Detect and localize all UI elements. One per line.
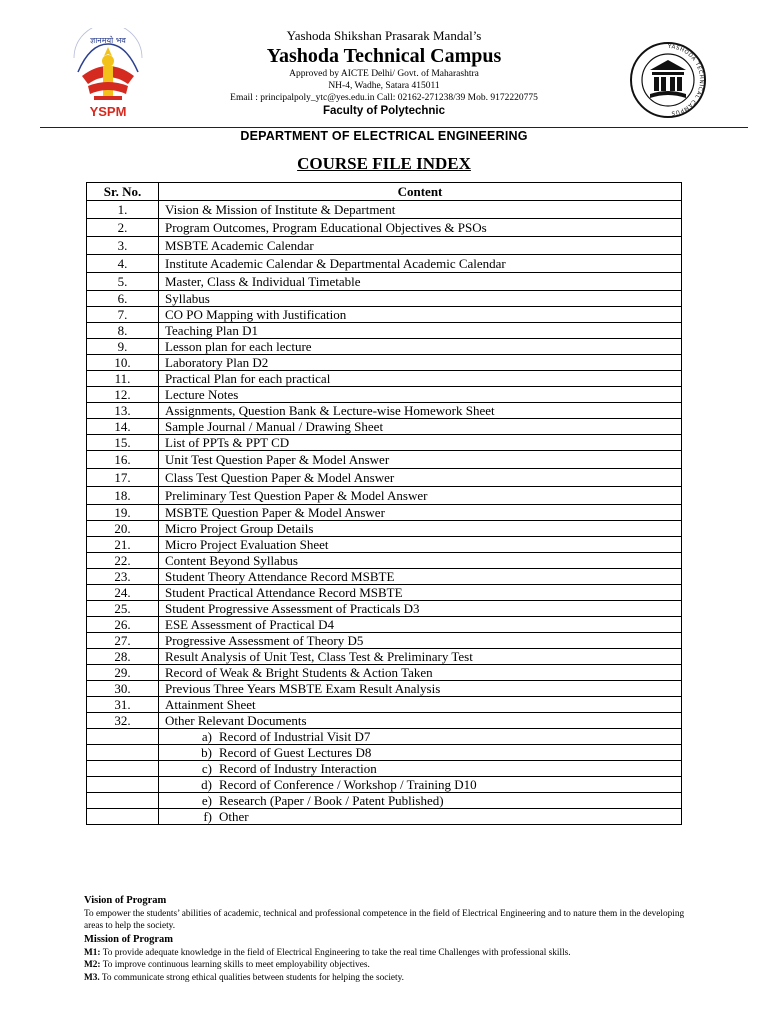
sub-content-cell bbox=[159, 729, 682, 745]
sub-item-text: Record of Industrial Visit D7 bbox=[219, 728, 371, 744]
yspm-logo-icon bbox=[68, 28, 148, 124]
sr-no-cell: 30. bbox=[87, 681, 159, 697]
content-cell: Syllabus bbox=[159, 291, 682, 307]
table-row bbox=[87, 697, 682, 713]
content-cell: List of PPTs & PPT CD bbox=[159, 435, 682, 451]
header-divider bbox=[40, 127, 748, 128]
sr-no-cell: 4. bbox=[87, 255, 159, 273]
table-row bbox=[87, 553, 682, 569]
sr-no-cell bbox=[87, 793, 159, 809]
table-row bbox=[87, 713, 682, 729]
table-row bbox=[87, 487, 682, 505]
sub-content-cell bbox=[159, 809, 682, 825]
table-row bbox=[87, 681, 682, 697]
sr-no-cell: 23. bbox=[87, 569, 159, 585]
mission-label: M3. bbox=[84, 972, 100, 983]
table-row bbox=[87, 585, 682, 601]
department-title: DEPARTMENT OF ELECTRICAL ENGINEERING bbox=[240, 129, 528, 143]
sub-item-letter: d) bbox=[201, 776, 212, 792]
content-cell: Student Theory Attendance Record MSBTE bbox=[159, 569, 682, 585]
sr-no-cell: 2. bbox=[87, 219, 159, 237]
table-row bbox=[87, 371, 682, 387]
vision-heading: Vision of Program bbox=[84, 895, 167, 906]
sr-no-cell: 12. bbox=[87, 387, 159, 403]
sub-item-text: Record of Conference / Workshop / Training D10 bbox=[219, 776, 477, 792]
table-body bbox=[87, 201, 682, 825]
address-line: NH-4, Wadhe, Satara 415011 bbox=[328, 81, 440, 91]
content-cell: Other Relevant Documents bbox=[159, 713, 682, 729]
institute-heading bbox=[200, 28, 568, 119]
table-row bbox=[87, 219, 682, 237]
sub-item-text: Record of Industry Interaction bbox=[219, 760, 377, 776]
sr-no-cell: 17. bbox=[87, 469, 159, 487]
program-vision-mission bbox=[84, 894, 694, 984]
sr-no-cell: 15. bbox=[87, 435, 159, 451]
content-cell: ESE Assessment of Practical D4 bbox=[159, 617, 682, 633]
table-row bbox=[87, 255, 682, 273]
table-subrow bbox=[87, 745, 682, 761]
sr-no-cell: 20. bbox=[87, 521, 159, 537]
content-cell: CO PO Mapping with Justification bbox=[159, 307, 682, 323]
campus-name: Yashoda Technical Campus bbox=[266, 45, 502, 67]
content-cell: Result Analysis of Unit Test, Class Test & Preliminary Test bbox=[159, 649, 682, 665]
table-row bbox=[87, 339, 682, 355]
sr-no-cell: 3. bbox=[87, 237, 159, 255]
table-row bbox=[87, 505, 682, 521]
table-header-row bbox=[87, 183, 682, 201]
sr-no-cell: 26. bbox=[87, 617, 159, 633]
content-cell: Assignments, Question Bank & Lecture-wise Homework Sheet bbox=[159, 403, 682, 419]
content-cell: Progressive Assessment of Theory D5 bbox=[159, 633, 682, 649]
table-row bbox=[87, 633, 682, 649]
sr-no-cell: 21. bbox=[87, 537, 159, 553]
sub-item-text: Record of Guest Lectures D8 bbox=[219, 744, 372, 760]
course-file-index-table bbox=[86, 182, 682, 825]
sub-item-letter: f) bbox=[203, 808, 212, 824]
content-cell: Micro Project Evaluation Sheet bbox=[159, 537, 682, 553]
content-cell: Program Outcomes, Program Educational Objectives & PSOs bbox=[159, 219, 682, 237]
sub-item-text: Other bbox=[219, 808, 249, 824]
content-cell: MSBTE Academic Calendar bbox=[159, 237, 682, 255]
approval-line: Approved by AICTE Delhi/ Govt. of Maharashtra bbox=[289, 69, 479, 79]
sr-no-cell bbox=[87, 809, 159, 825]
mission-text: To provide adequate knowledge in the field of Electrical Engineering to take the real time Challenges with professional skills. bbox=[102, 947, 571, 958]
sub-item-text: Research (Paper / Book / Patent Published) bbox=[219, 792, 444, 808]
mission-item bbox=[84, 972, 694, 984]
faculty-name: Faculty of Polytechnic bbox=[322, 105, 446, 117]
table-row bbox=[87, 237, 682, 255]
col-header-sr-no: Sr. No. bbox=[87, 183, 159, 201]
sr-no-cell: 8. bbox=[87, 323, 159, 339]
sr-no-cell: 13. bbox=[87, 403, 159, 419]
sr-no-cell: 1. bbox=[87, 201, 159, 219]
sr-no-cell: 22. bbox=[87, 553, 159, 569]
col-header-content: Content bbox=[159, 183, 682, 201]
content-cell: Class Test Question Paper & Model Answer bbox=[159, 469, 682, 487]
table-row bbox=[87, 435, 682, 451]
sub-item-letter: b) bbox=[201, 744, 212, 760]
campus-seal-icon bbox=[628, 40, 708, 120]
logo-motto: ज्ञानमयो भव bbox=[90, 36, 126, 45]
table-row bbox=[87, 617, 682, 633]
content-cell: Attainment Sheet bbox=[159, 697, 682, 713]
sr-no-cell: 6. bbox=[87, 291, 159, 307]
table-row bbox=[87, 387, 682, 403]
content-cell: Micro Project Group Details bbox=[159, 521, 682, 537]
letterhead bbox=[0, 0, 768, 140]
content-cell: Content Beyond Syllabus bbox=[159, 553, 682, 569]
table-row bbox=[87, 521, 682, 537]
sr-no-cell: 24. bbox=[87, 585, 159, 601]
sub-item-letter: e) bbox=[201, 792, 212, 808]
sr-no-cell: 27. bbox=[87, 633, 159, 649]
mission-item bbox=[84, 959, 694, 971]
sr-no-cell: 19. bbox=[87, 505, 159, 521]
mission-text: To communicate strong ethical qualities between students for helping the society. bbox=[101, 972, 405, 983]
content-cell: Student Progressive Assessment of Practicals D3 bbox=[159, 601, 682, 617]
sr-no-cell bbox=[87, 777, 159, 793]
table-row bbox=[87, 419, 682, 435]
vision-text: To empower the students’ abilities of academic, technical and professional competence in the field of Electrical Engineering and to nature them in the developing areas to help the society. bbox=[84, 909, 685, 932]
sr-no-cell: 29. bbox=[87, 665, 159, 681]
table-row bbox=[87, 291, 682, 307]
table-row bbox=[87, 601, 682, 617]
table-row bbox=[87, 307, 682, 323]
sr-no-cell: 25. bbox=[87, 601, 159, 617]
table-row bbox=[87, 273, 682, 291]
sr-no-cell: 32. bbox=[87, 713, 159, 729]
sr-no-cell: 10. bbox=[87, 355, 159, 371]
content-cell: Record of Weak & Bright Students & Action Taken bbox=[159, 665, 682, 681]
sub-item-letter: c) bbox=[201, 760, 212, 776]
mission-heading: Mission of Program bbox=[84, 933, 174, 945]
content-cell: Unit Test Question Paper & Model Answer bbox=[159, 451, 682, 469]
sr-no-cell bbox=[87, 745, 159, 761]
table-row bbox=[87, 649, 682, 665]
content-cell: Laboratory Plan D2 bbox=[159, 355, 682, 371]
table-row bbox=[87, 537, 682, 553]
sub-content-cell bbox=[159, 793, 682, 809]
content-cell: Lecture Notes bbox=[159, 387, 682, 403]
content-cell: Vision & Mission of Institute & Department bbox=[159, 201, 682, 219]
table-row bbox=[87, 323, 682, 339]
table-subrow bbox=[87, 761, 682, 777]
content-cell: Sample Journal / Manual / Drawing Sheet bbox=[159, 419, 682, 435]
sub-content-cell bbox=[159, 777, 682, 793]
sr-no-cell: 9. bbox=[87, 339, 159, 355]
content-cell: MSBTE Question Paper & Model Answer bbox=[159, 505, 682, 521]
table-row bbox=[87, 355, 682, 371]
table-row bbox=[87, 469, 682, 487]
sr-no-cell bbox=[87, 729, 159, 745]
content-cell: Preliminary Test Question Paper & Model Answer bbox=[159, 487, 682, 505]
seal-ring-text: YASHODA TECHNICAL CAMPUS bbox=[667, 43, 705, 116]
sr-no-cell: 5. bbox=[87, 273, 159, 291]
mission-item bbox=[84, 947, 694, 959]
content-cell: Practical Plan for each practical bbox=[159, 371, 682, 387]
table-row bbox=[87, 201, 682, 219]
content-cell: Lesson plan for each lecture bbox=[159, 339, 682, 355]
sub-item-letter: a) bbox=[201, 728, 212, 744]
table-subrow bbox=[87, 793, 682, 809]
table-row bbox=[87, 451, 682, 469]
table-subrow bbox=[87, 729, 682, 745]
table-row bbox=[87, 665, 682, 681]
sr-no-cell: 31. bbox=[87, 697, 159, 713]
sr-no-cell: 11. bbox=[87, 371, 159, 387]
table-row bbox=[87, 403, 682, 419]
content-cell: Previous Three Years MSBTE Exam Result Analysis bbox=[159, 681, 682, 697]
mandal-name: Yashoda Shikshan Prasarak Mandal’s bbox=[286, 28, 482, 43]
table-subrow bbox=[87, 777, 682, 793]
table-row bbox=[87, 569, 682, 585]
contact-line: Email : principalpoly_ytc@yes.edu.in Call: 02162-271238/39 Mob. 9172220775 bbox=[230, 93, 538, 103]
logo-text: YSPM bbox=[89, 104, 127, 119]
content-cell: Master, Class & Individual Timetable bbox=[159, 273, 682, 291]
sr-no-cell: 28. bbox=[87, 649, 159, 665]
sr-no-cell: 14. bbox=[87, 419, 159, 435]
sr-no-cell bbox=[87, 761, 159, 777]
content-cell: Teaching Plan D1 bbox=[159, 323, 682, 339]
sr-no-cell: 16. bbox=[87, 451, 159, 469]
sub-content-cell bbox=[159, 761, 682, 777]
mission-label: M2: bbox=[84, 960, 101, 971]
sub-content-cell bbox=[159, 745, 682, 761]
mission-text: To improve continuous learning skills to meet employability objectives. bbox=[102, 960, 370, 971]
sr-no-cell: 18. bbox=[87, 487, 159, 505]
sr-no-cell: 7. bbox=[87, 307, 159, 323]
mission-label: M1: bbox=[84, 947, 101, 958]
content-cell: Student Practical Attendance Record MSBTE bbox=[159, 585, 682, 601]
page-title: COURSE FILE INDEX bbox=[297, 154, 471, 173]
table-subrow bbox=[87, 809, 682, 825]
content-cell: Institute Academic Calendar & Departmental Academic Calendar bbox=[159, 255, 682, 273]
